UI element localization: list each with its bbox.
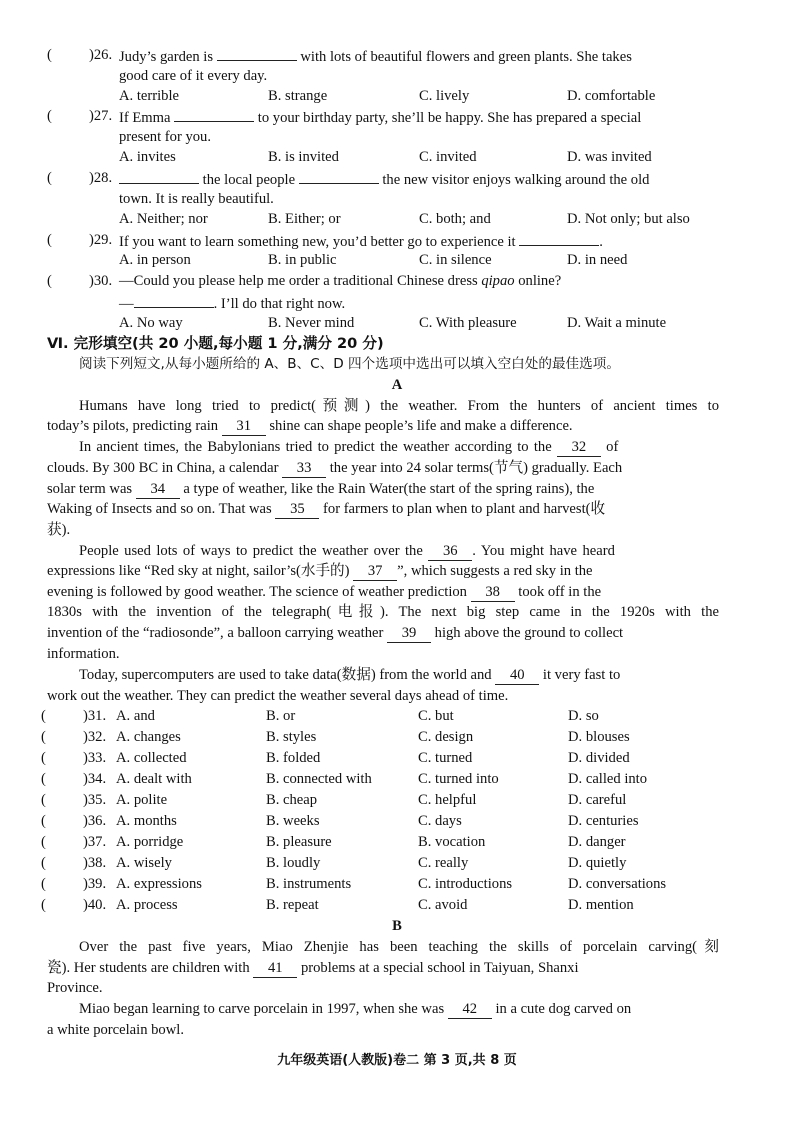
option-a[interactable]: A. months: [116, 813, 177, 829]
page-footer: 九年级英语(人教版)卷二 第 3 页,共 8 页: [277, 1053, 517, 1068]
question-text: . I’ll do that right now.: [213, 296, 346, 312]
option-d[interactable]: D. conversations: [568, 876, 667, 892]
passage-text: People used lots of ways to predict the weather over the: [79, 543, 423, 559]
answer-paren: (: [41, 876, 46, 892]
passage-line: [47, 958, 579, 978]
passage-text: 获).: [47, 522, 71, 538]
passage-text: shine can shape people’s life and make a difference.: [269, 418, 573, 434]
passage-text: In ancient times, the Babylonians tried to predict the weather according to the: [79, 439, 552, 455]
option-b[interactable]: B. Never mind: [268, 315, 355, 331]
question-28: [47, 168, 650, 188]
option-d[interactable]: D. in need: [567, 252, 628, 268]
option-d[interactable]: D. called into: [568, 771, 648, 787]
passage-text: a type of weather, like the Rain Water(the start of the spring rains), the: [183, 481, 595, 497]
passage-line: [47, 623, 623, 643]
passage-line: [47, 499, 605, 519]
answer-paren: (: [41, 750, 46, 766]
option-d[interactable]: D. careful: [568, 792, 627, 808]
question-number: )37.: [83, 834, 107, 850]
question-text: If you want to learn something new, you’d better go to experience it: [119, 234, 516, 250]
passage-text: evening is followed by good weather. The science of weather prediction: [47, 584, 467, 600]
option-c[interactable]: C. in silence: [419, 252, 492, 268]
passage-text: clouds. By 300 BC in China, a calendar: [47, 460, 279, 476]
answer-blank[interactable]: [217, 45, 297, 61]
passage-text: ”, which suggests a red sky in the: [397, 563, 593, 579]
answer-blank[interactable]: [134, 292, 214, 308]
passage-line: [79, 437, 618, 457]
answer-paren: (: [41, 729, 46, 745]
option-c[interactable]: C. helpful: [418, 792, 477, 808]
option-a[interactable]: A. porridge: [116, 834, 184, 850]
question-text: town. It is really beautiful.: [119, 191, 274, 207]
option-d[interactable]: D. divided: [568, 750, 630, 766]
question-30-reply: [119, 292, 345, 314]
option-c[interactable]: C. turned: [418, 750, 473, 766]
passage-text: Province.: [47, 980, 103, 996]
option-c[interactable]: C. lively: [419, 88, 470, 104]
option-c[interactable]: C. introductions: [418, 876, 513, 892]
option-a[interactable]: A. and: [116, 708, 155, 724]
option-c[interactable]: C. both; and: [419, 211, 491, 227]
passage-line: [47, 561, 593, 581]
passage-line: [47, 458, 622, 478]
blank-38[interactable]: 38: [471, 584, 515, 602]
option-b[interactable]: B. styles: [266, 729, 317, 745]
section-instruction: 阅读下列短文,从每小题所给的 A、B、C、D 四个选项中选出可以填入空白处的最佳选项。: [79, 356, 620, 372]
option-b[interactable]: B. pleasure: [266, 834, 332, 850]
question-text: .: [599, 234, 603, 250]
passage-text: information.: [47, 646, 120, 662]
option-d[interactable]: D. was invited: [567, 149, 652, 165]
passage-line: [47, 479, 594, 499]
option-c[interactable]: C. avoid: [418, 897, 468, 913]
option-a[interactable]: A. terrible: [119, 88, 179, 104]
option-c[interactable]: C. really: [418, 855, 469, 871]
dash: —: [119, 296, 134, 312]
option-d[interactable]: D. quietly: [568, 855, 627, 871]
option-a[interactable]: A. polite: [116, 792, 168, 808]
blank-33[interactable]: 33: [282, 460, 326, 478]
question-27: [47, 106, 642, 126]
option-b[interactable]: B. Either; or: [268, 211, 341, 227]
question-text: to your birthday party, she’ll be happy. She has prepared a special: [257, 110, 642, 126]
blank-41[interactable]: 41: [253, 960, 297, 978]
option-d[interactable]: D. so: [568, 708, 599, 724]
passage-text: Humans have long tried to predict(预测) the weather. From the hunters of ancient times to: [79, 398, 719, 414]
question-number: )39.: [83, 876, 107, 892]
question-text: the new visitor enjoys walking around the old: [382, 172, 650, 188]
answer-paren: (: [47, 47, 52, 63]
answer-paren: (: [41, 708, 46, 724]
option-d[interactable]: D. mention: [568, 897, 634, 913]
question-text: good care of it every day.: [119, 68, 268, 84]
question-number: )27.: [89, 108, 113, 124]
option-b[interactable]: B. weeks: [266, 813, 320, 829]
passage-text: work out the weather. They can predict the weather several days ahead of time.: [47, 688, 509, 704]
passage-line: [47, 582, 601, 602]
option-a[interactable]: A. Neither; nor: [119, 211, 208, 227]
passage-text: Waking of Insects and so on. That was: [47, 501, 272, 517]
option-d[interactable]: D. comfortable: [567, 88, 656, 104]
question-number: )35.: [83, 792, 107, 808]
question-29: [47, 230, 603, 250]
question-number: )36.: [83, 813, 107, 829]
passage-text: 1830s with the invention of the telegraph(电报). The next big step came in the 1920s with the: [47, 604, 719, 620]
passage-text: a white porcelain bowl.: [47, 1022, 184, 1038]
answer-paren: (: [47, 170, 52, 186]
option-d[interactable]: D. danger: [568, 834, 626, 850]
option-c[interactable]: B. vocation: [418, 834, 486, 850]
option-b[interactable]: B. is invited: [268, 149, 339, 165]
question-text: Judy’s garden is: [119, 49, 214, 65]
option-d[interactable]: D. blouses: [568, 729, 630, 745]
answer-blank[interactable]: [119, 168, 199, 184]
option-b[interactable]: B. folded: [266, 750, 321, 766]
question-number: )29.: [89, 232, 113, 248]
option-a[interactable]: A. expressions: [116, 876, 202, 892]
option-b[interactable]: B. or: [266, 708, 296, 724]
passage-text: expressions like “Red sky at night, sailor’s(水手的): [47, 563, 350, 579]
question-text: —Could you please help me order a traditional Chinese dress: [119, 273, 482, 289]
option-c[interactable]: C. turned into: [418, 771, 499, 787]
option-c[interactable]: C. With pleasure: [419, 315, 517, 331]
question-number: )26.: [89, 47, 113, 63]
answer-paren: (: [41, 897, 46, 913]
blank-39[interactable]: 39: [387, 625, 431, 643]
question-text: present for you.: [119, 129, 211, 145]
blank-36[interactable]: 36: [428, 543, 472, 561]
question-number: )30.: [89, 273, 113, 289]
option-a[interactable]: A. wisely: [116, 855, 172, 871]
option-b[interactable]: B. instruments: [266, 876, 352, 892]
answer-paren: (: [41, 813, 46, 829]
answer-paren: (: [41, 792, 46, 808]
option-a[interactable]: A. in person: [119, 252, 191, 268]
blank-40[interactable]: 40: [495, 667, 539, 685]
question-number: )28.: [89, 170, 113, 186]
blank-37[interactable]: 37: [353, 563, 397, 581]
passage-text: problems at a special school in Taiyuan, Shanxi: [300, 960, 579, 976]
answer-blank[interactable]: [299, 168, 379, 184]
option-b[interactable]: B. loudly: [266, 855, 321, 871]
option-a[interactable]: A. dealt with: [116, 771, 192, 787]
option-c[interactable]: C. invited: [419, 149, 477, 165]
answer-blank[interactable]: [519, 230, 599, 246]
option-d[interactable]: D. Not only; but also: [567, 211, 690, 227]
answer-paren: (: [47, 273, 52, 289]
passage-text: invention of the “radiosonde”, a balloon carrying weather: [47, 625, 384, 641]
blank-42[interactable]: 42: [448, 1001, 492, 1019]
answer-paren: (: [41, 855, 46, 871]
question-number: )38.: [83, 855, 107, 871]
passage-text: Over the past five years, Miao Zhenjie has been teaching the skills of porcelain carving(刻: [79, 939, 719, 955]
passage-text: solar term was: [47, 481, 133, 497]
answer-paren: (: [41, 771, 46, 787]
question-number: )33.: [83, 750, 107, 766]
passage-text: . You might have heard: [472, 543, 615, 559]
passage-text: it very fast to: [542, 667, 621, 683]
answer-blank[interactable]: [174, 106, 254, 122]
answer-paren: (: [41, 834, 46, 850]
passage-line: [79, 665, 620, 685]
passage-text: 瓷). Her students are children with: [47, 960, 250, 976]
option-b[interactable]: B. strange: [268, 88, 328, 104]
passage-text: today’s pilots, predicting rain: [47, 418, 219, 434]
passage-a-heading: A: [391, 377, 403, 393]
passage-text: high above the ground to collect: [434, 625, 624, 641]
passage-text: of: [606, 439, 619, 455]
option-c[interactable]: C. but: [418, 708, 454, 724]
option-a[interactable]: A. changes: [116, 729, 181, 745]
blank-31[interactable]: 31: [222, 418, 266, 436]
option-a[interactable]: A. No way: [119, 315, 183, 331]
answer-paren: (: [47, 232, 52, 248]
question-30: [47, 271, 562, 291]
passage-b-heading: B: [392, 918, 402, 934]
passage-text: Miao began learning to carve porcelain in 1997, when she was: [79, 1001, 445, 1017]
option-b[interactable]: B. cheap: [266, 792, 318, 808]
option-b[interactable]: B. in public: [268, 252, 337, 268]
passage-text: for farmers to plan when to plant and harvest(收: [323, 501, 606, 517]
option-a[interactable]: A. collected: [116, 750, 187, 766]
passage-text: took off in the: [518, 584, 602, 600]
question-number: )32.: [83, 729, 107, 745]
passage-text: Today, supercomputers are used to take data(数据) from the world and: [79, 667, 492, 683]
passage-text: the year into 24 solar terms(节气) gradually. Each: [329, 460, 623, 476]
option-a[interactable]: A. process: [116, 897, 178, 913]
passage-line: [79, 999, 631, 1019]
section-title: Ⅵ. 完形填空(共 20 小题,每小题 1 分,满分 20 分): [47, 335, 384, 352]
question-text: the local people: [202, 172, 296, 188]
question-number: )34.: [83, 771, 107, 787]
passage-line: [47, 416, 573, 436]
passage-line: [79, 541, 615, 561]
option-b[interactable]: B. repeat: [266, 897, 319, 913]
option-a[interactable]: A. invites: [119, 149, 176, 165]
blank-32[interactable]: 32: [557, 439, 601, 457]
option-b[interactable]: B. connected with: [266, 771, 372, 787]
question-text: If Emma: [119, 110, 171, 126]
question-text: with lots of beautiful flowers and green plants. She takes: [300, 49, 632, 65]
blank-35[interactable]: 35: [275, 501, 319, 519]
question-text: online?: [514, 273, 562, 289]
blank-34[interactable]: 34: [136, 481, 180, 499]
question-26: [47, 45, 632, 65]
question-text-italic: qipao: [481, 273, 515, 289]
answer-paren: (: [47, 108, 52, 124]
option-d[interactable]: D. Wait a minute: [567, 315, 667, 331]
option-d[interactable]: D. centuries: [568, 813, 639, 829]
question-number: )31.: [83, 708, 107, 724]
option-c[interactable]: C. days: [418, 813, 462, 829]
question-number: )40.: [83, 897, 107, 913]
option-c[interactable]: C. design: [418, 729, 474, 745]
passage-text: in a cute dog carved on: [495, 1001, 632, 1017]
